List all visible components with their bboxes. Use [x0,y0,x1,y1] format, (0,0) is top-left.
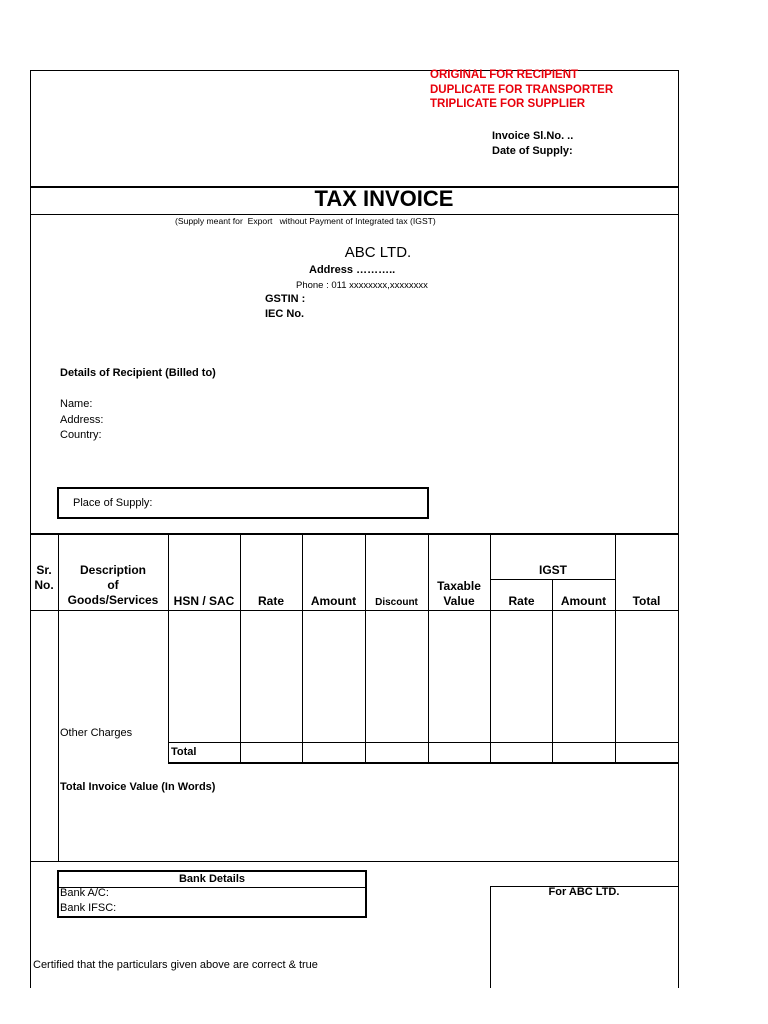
header-sr-no [30,563,58,593]
header-desc-line3: Goods/Services [67,593,159,607]
igst-subrule [491,579,615,580]
header-total: Total [632,594,661,608]
header-rate: Rate [257,594,284,608]
title-rule-bottom [30,214,678,215]
bank-details-box [57,870,367,918]
company-iec: IEC No. [265,308,305,320]
copy-mark-original: ORIGINAL FOR RECIPIENT [430,69,579,81]
company-address: Address ……….. [309,264,396,276]
recipient-heading: Details of Recipient (Billed to) [60,367,216,379]
col-rule-hsn [240,533,241,762]
header-sr-line1: Sr. [36,563,52,577]
invoice-meta [492,129,573,159]
bank-ifsc: Bank IFSC: [60,902,117,914]
copy-mark-duplicate: DUPLICATE FOR TRANSPORTER [430,83,614,96]
recipient-fields [60,397,103,444]
recipient-country: Country: [60,429,102,441]
total-words-label: Total Invoice Value (In Words) [60,781,216,793]
header-igst-rate: Rate [508,594,535,608]
place-of-supply-box [57,487,429,519]
col-rule-desc [168,533,169,762]
bank-details-heading: Bank Details [178,873,246,885]
company-phone: Phone : 011 xxxxxxxx,xxxxxxxx [296,280,428,291]
total-row-bottom [168,762,679,764]
other-charges-label: Other Charges [60,727,133,739]
recipient-address: Address: [60,413,104,426]
total-row-top [168,742,678,743]
total-row-label: Total [171,746,197,758]
col-rule-rate [302,533,303,762]
col-rule-igst-amount [615,533,616,762]
invoice-sl-no: Invoice Sl.No. .. [492,130,574,142]
signature-box-left [490,886,491,988]
header-taxable-line1: Taxable [437,579,481,593]
table-rule-top [30,533,679,535]
date-of-supply: Date of Supply: [492,145,573,157]
place-of-supply-label: Place of Supply: [73,497,153,509]
header-desc-line1: Description [79,563,146,577]
col-rule-discount [428,533,429,762]
certification-text: Certified that the particulars given above are correct & true [33,959,318,971]
company-name: ABC LTD. [344,244,412,261]
col-rule-amount [365,533,366,762]
for-company-label: For ABC LTD. [548,886,620,898]
header-igst-amount: Amount [560,594,607,608]
invoice-subtitle: (Supply meant for Export without Payment of Integrated tax (IGST) [175,216,436,226]
header-desc-line2: of [107,578,119,592]
bank-ac: Bank A/C: [60,887,109,899]
invoice-title: TAX INVOICE [314,186,454,211]
header-igst: IGST [538,563,567,577]
copy-marks [430,68,613,112]
company-gstin: GSTIN : [265,293,306,305]
header-amount: Amount [310,594,357,608]
words-section-bottom [30,861,678,862]
table-header-bottom [30,610,678,611]
recipient-name: Name: [60,398,93,410]
header-taxable-value [428,579,490,609]
header-discount: Discount [375,597,418,608]
copy-mark-triplicate: TRIPLICATE FOR SUPPLIER [430,98,586,110]
header-sr-line2: No. [34,578,54,592]
header-taxable-line2: Value [443,594,475,608]
header-description [58,563,168,608]
header-hsn-sac: HSN / SAC [173,594,235,608]
